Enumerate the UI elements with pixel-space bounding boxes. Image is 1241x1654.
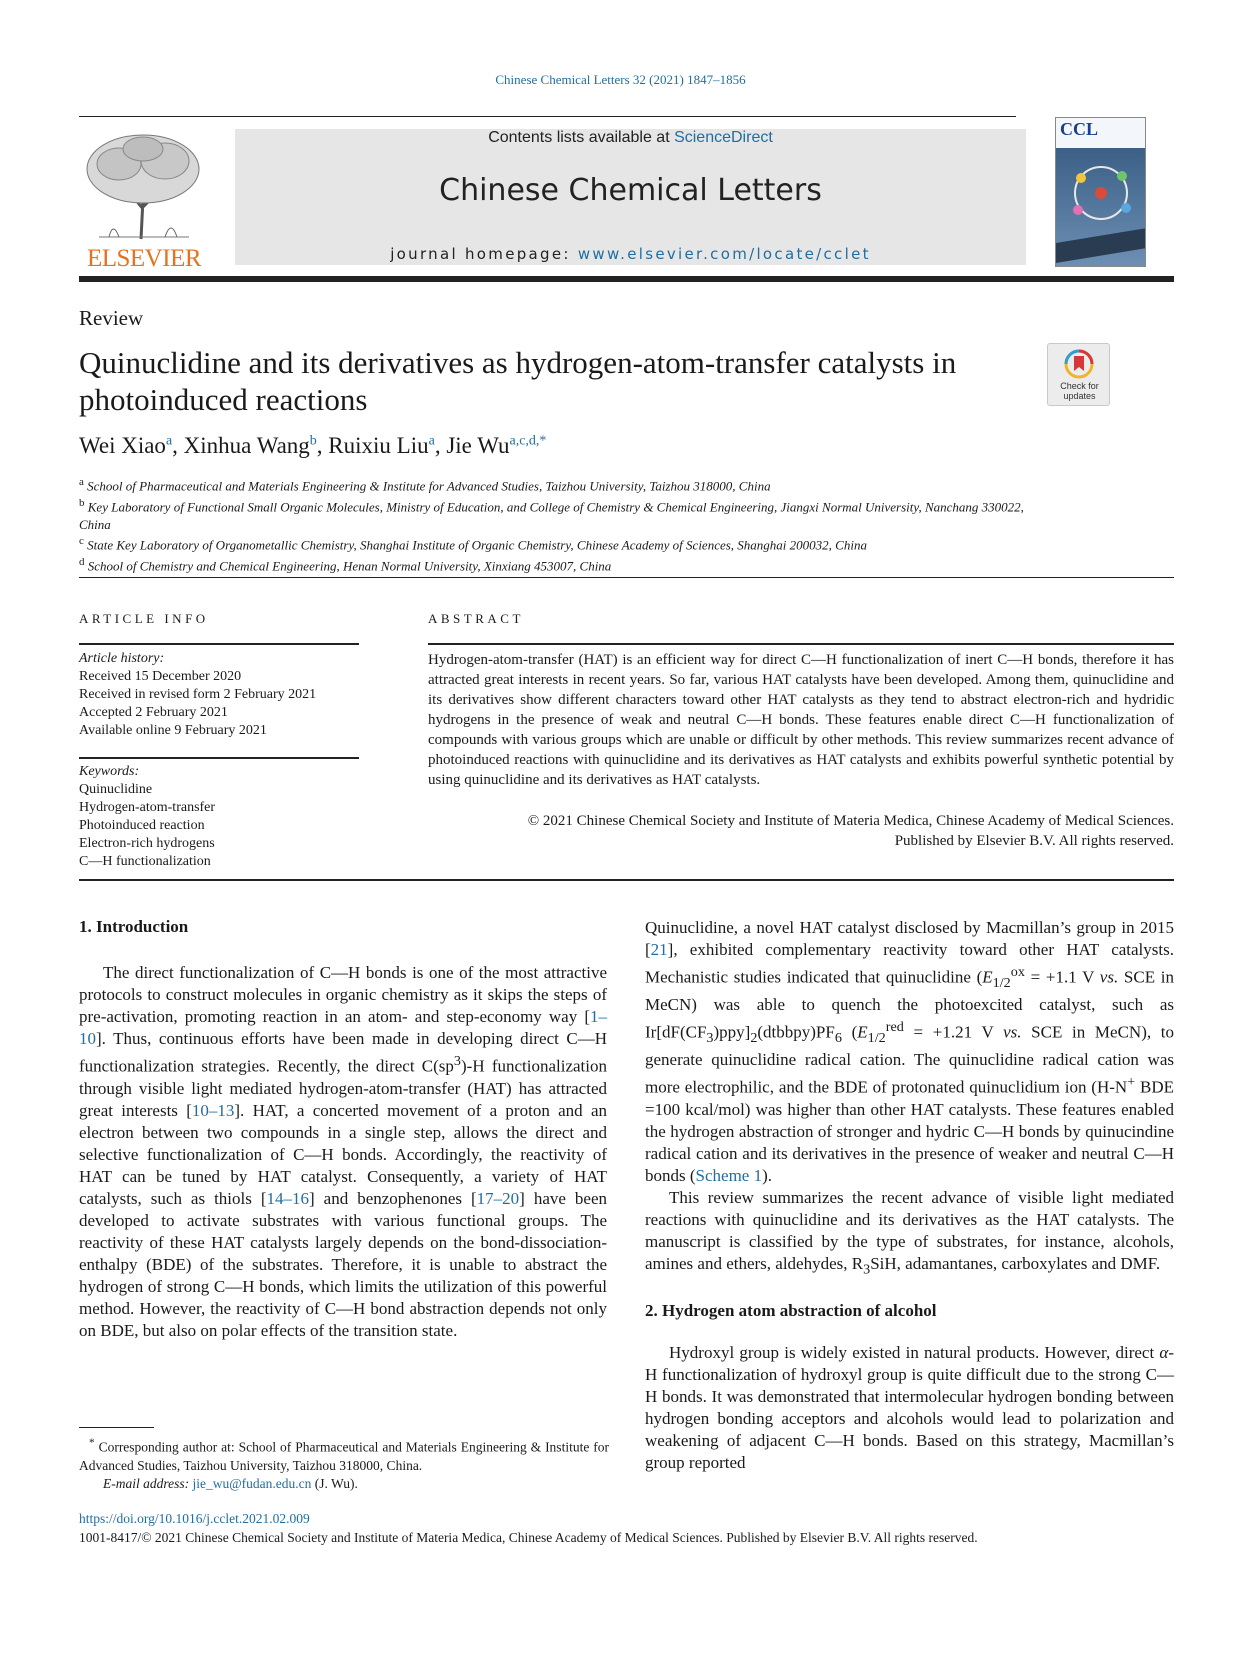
affiliations — [79, 474, 1039, 575]
sciencedirect-link[interactable]: ScienceDirect — [674, 129, 773, 146]
superscript: + — [1127, 1074, 1136, 1091]
affiliation-text: School of Chemistry and Chemical Engineering, Henan Normal University, Xinxiang 453007, China — [87, 558, 612, 574]
title-bottom-rule — [79, 577, 1174, 578]
affiliation-mark: a — [79, 476, 84, 488]
homepage-prefix: journal homepage: — [390, 245, 578, 263]
text-run: (dtbbpy)PF — [757, 1022, 835, 1042]
superscript: red — [885, 1019, 904, 1036]
contents-prefix: Contents lists available at — [488, 129, 675, 146]
right-paragraph-2 — [645, 1187, 1174, 1280]
author-affiliation-mark[interactable]: a — [165, 433, 173, 449]
alcohol-paragraph — [645, 1342, 1174, 1474]
section-heading-introduction: 1. Introduction — [79, 917, 189, 936]
journal-reference[interactable]: Chinese Chemical Letters 32 (2021) 1847–1856 — [495, 72, 746, 87]
subscript: 1/2 — [992, 975, 1011, 992]
author-affiliation-mark[interactable]: b — [309, 433, 317, 449]
author-name[interactable]: Ruixiu Liu — [328, 433, 429, 458]
text-run: This review summarizes the recent advance of visible light mediated reactions with quinuclidine and its derivatives as the HAT catalysts. The manuscript is classified by the type of substrates, for instance, alcohols, amines and ethers, aldehydes, R — [645, 1187, 1174, 1273]
abstract-bottom-rule — [79, 879, 1174, 881]
text-run: = +1.21 V — [903, 1022, 1004, 1042]
info-rule — [79, 643, 359, 645]
history-item: Received 15 December 2020 — [79, 669, 242, 684]
left-column — [79, 962, 607, 1342]
text-run: The direct functionalization of C—H bonds is one of the most attractive protocols to construct molecules in organic chemistry as it skips the steps of pre-activation, promoting reaction in an atom- and step-economy way [ — [79, 963, 607, 1026]
homepage-link[interactable]: www.elsevier.com/locate/cclet — [577, 245, 871, 263]
affiliation-mark: c — [79, 535, 84, 548]
keywords — [79, 763, 215, 871]
text-run: BDE =100 kcal/mol) was higher than other HAT catalysts. These features enabled the hydrogen abstraction of stronger and hydric C—H bonds by quinucindine radical cation and its derivatives in the presence of weaker and neutral C—H bonds ( — [645, 1077, 1174, 1185]
doi-url[interactable]: https://doi.org/10.1016/j.cclet.2021.02.009 — [79, 1511, 310, 1526]
header-top-rule — [79, 116, 1016, 117]
author-name[interactable]: Wei Xiao — [79, 433, 166, 458]
keyword: Photoinduced reaction — [79, 818, 205, 833]
affiliation — [79, 495, 1039, 533]
email-label: E-mail address: — [103, 1475, 193, 1491]
math-symbol: E — [857, 1022, 868, 1042]
author-name[interactable]: Xinhua Wang — [183, 433, 310, 458]
text-run: = +1.1 V — [1024, 967, 1100, 987]
affiliation-mark: d — [79, 555, 85, 568]
issn-copyright-line: 1001-8417/© 2021 Chinese Chemical Society and Institute of Materia Medica, Chinese Academy of Medical Sciences. Published by Elsevier B.V. All rights reserved. — [79, 1530, 978, 1545]
history-label: Article history: — [79, 651, 165, 666]
text-run: SCE in MeCN) was able to quench the photoexcited catalyst, such as Ir[dF(CF — [645, 967, 1175, 1042]
check-for-updates-button[interactable] — [1047, 343, 1110, 406]
journal-banner — [235, 129, 1026, 265]
greek-alpha: α — [1159, 1343, 1169, 1363]
text-run: Corresponding author at: School of Pharmaceutical and Materials Engineering & Institute for Advanced Studies, Taizhou University, Taizhou 318000, China. — [79, 1439, 609, 1473]
author-name[interactable]: Jie Wu — [446, 433, 510, 458]
text-run: (J. Wu). — [311, 1475, 358, 1491]
scheme-link[interactable]: Scheme 1 — [695, 1165, 763, 1185]
reference-link[interactable]: 21 — [650, 940, 668, 959]
text-run: SiH, adamantanes, carboxylates and DMF. — [870, 1253, 1161, 1273]
elsevier-logo[interactable] — [79, 129, 209, 271]
email-link[interactable]: jie_wu@fudan.edu.cn — [192, 1475, 312, 1491]
affiliation-mark: b — [79, 496, 85, 509]
bookmark-ribbon-icon — [1064, 349, 1094, 379]
text-run: )-H functionalization through visible light mediated hydrogen-atom-transfer (HAT) has attracted great interests [ — [79, 1056, 608, 1120]
subscript: 3 — [706, 1030, 714, 1047]
superscript: 3 — [453, 1053, 461, 1069]
header-thick-rule — [79, 276, 1174, 282]
article-history — [79, 650, 316, 740]
text-run: ]. HAT, a concerted movement of a proton and an electron between two compounds in a single step, allows the direct and selective functionalization of C—H bonds. Accordingly, the reactivity of HAT can be tuned by HAT catalyst. Consequently, a variety of HAT catalysts, such as thiols [ — [79, 1100, 607, 1208]
author-affiliation-mark[interactable]: a — [428, 433, 435, 449]
corresponding-author-footnote — [79, 1434, 609, 1493]
keyword: Quinuclidine — [79, 782, 153, 797]
text-run: ). — [762, 1165, 773, 1185]
text-run: ]. Thus, continuous efforts have been made in developing direct C—H functionalization strategies. Recently, the direct C(sp — [79, 1029, 607, 1076]
paper-title: Quinuclidine and its derivatives as hydrogen-atom-transfer catalysts in photoinduced reactions — [79, 345, 957, 417]
reference-link[interactable]: 14–16 — [266, 1188, 310, 1208]
homepage-line — [235, 245, 1026, 263]
history-item: Received in revised form 2 February 2021 — [79, 687, 317, 702]
doi-link[interactable] — [79, 1511, 310, 1527]
contents-line — [235, 129, 1026, 147]
affiliation — [79, 554, 1039, 575]
check-for-updates-label: Check for updates — [1060, 381, 1099, 401]
italic-text: vs. — [1099, 967, 1119, 987]
cover-art-icon — [1056, 148, 1146, 267]
subscript: 2 — [750, 1030, 758, 1047]
elsevier-tree-icon — [79, 129, 209, 241]
author-affiliation-mark[interactable]: a,c,d,* — [509, 433, 547, 449]
right-column — [645, 917, 1174, 1474]
intro-paragraph — [79, 962, 607, 1342]
affiliation — [79, 533, 1039, 554]
keywords-label: Keywords: — [79, 764, 140, 779]
cover-title: CCL — [1060, 119, 1099, 139]
author-list: Wei Xiao$^a$, Xinhua Wang$^b$, Ruixiu Liu$^a$, Jie $Wu^{a,c,d,*}$ — [79, 433, 547, 458]
history-item: Available online 9 February 2021 — [79, 723, 267, 738]
article-info-caption: ARTICLE INFO — [79, 611, 209, 626]
affiliation-text: School of Pharmaceutical and Materials Engineering & Institute for Advanced Studies, Taizhou University, Taizhou 318000, China — [87, 478, 771, 494]
keywords-rule — [79, 757, 359, 759]
keyword: Hydrogen-atom-transfer — [79, 800, 216, 815]
affiliation — [79, 474, 1039, 495]
journal-cover-image[interactable] — [1055, 117, 1146, 267]
copyright-line: Published by Elsevier B.V. All rights reserved. — [894, 833, 1174, 849]
text-run: SCE in MeCN), to generate quinuclidine radical cation. The quinuclidine radical cation was more electrophilic, and the BDE of protonated quinuclidium ion (H-N — [645, 1022, 1174, 1097]
subscript: 3 — [863, 1261, 871, 1278]
text-run: -H functionalization of hydroxyl group is quite difficult due to the strong C—H bonds. It was demonstrated that intermolecular hydrogen bonding between hydrogen bonding acceptors and alcohols would lead to polarization and weakening of adjacent C—H bonds. Based on this strategy, Macmillan’s group reported — [645, 1343, 1174, 1473]
elsevier-wordmark: ELSEVIER — [86, 245, 202, 272]
keyword: Electron-rich hydrogens — [79, 836, 215, 851]
right-paragraph-1 — [645, 917, 1174, 1187]
text-run: Quinuclidine, a novel HAT catalyst disclosed by Macmillan’s group in 2015 [ — [645, 918, 1174, 959]
footnote-star: * — [89, 1437, 95, 1449]
text-run: )ppy] — [713, 1022, 751, 1042]
journal-name: Chinese Chemical Letters — [439, 173, 822, 208]
abstract-rule — [428, 643, 1174, 645]
reference-link[interactable]: 17–20 — [476, 1188, 520, 1208]
abstract-copyright — [428, 811, 1174, 851]
text-run: ] have been developed to activate substrates with various functional groups. The reactivity of these HAT catalysts largely depends on the bond-dissociation-enthalpy (BDE) of the substrates. Therefore, it is unable to abstract the hydrogen of strong C—H bonds, which limits the utilization of this powerful method. However, the reactivity of C—H bond abstraction depends not only on BDE, but also on polar effects of the transition state. — [79, 1188, 607, 1340]
text-run: ] and benzophenones [ — [309, 1188, 477, 1208]
email-line — [79, 1475, 609, 1493]
text-run: Hydroxyl group is widely existed in natural products. However, direct — [669, 1343, 1160, 1363]
history-item: Accepted 2 February 2021 — [79, 705, 228, 720]
subscript: 6 — [834, 1030, 842, 1047]
article-type: Review — [79, 306, 144, 330]
reference-link[interactable]: 10–13 — [191, 1100, 235, 1120]
footnote-text — [79, 1434, 609, 1475]
subscript: 1/2 — [867, 1030, 886, 1047]
affiliation-text: State Key Laboratory of Organometallic Chemistry, Shanghai Institute of Organic Chemistry, Chinese Academy of Sciences, Shanghai 200032, China — [87, 537, 867, 553]
footnote-rule — [79, 1427, 154, 1428]
text-run: ], exhibited complementary reactivity toward other HAT catalysts. Mechanistic studies indicated that quinuclidine ( — [645, 940, 1174, 987]
italic-text: vs. — [1003, 1022, 1022, 1042]
affiliation-text: Key Laboratory of Functional Small Organic Molecules, Ministry of Education, and College of Chemistry & Chemical Engineering, Jiangxi Normal University, Nanchang 330022, China — [79, 499, 1024, 532]
copyright-line: © 2021 Chinese Chemical Society and Institute of Materia Medica, Chinese Academy of Medical Sciences. — [527, 813, 1174, 829]
superscript: ox — [1010, 964, 1025, 980]
section-heading-alcohol: 2. Hydrogen atom abstraction of alcohol — [645, 1301, 937, 1321]
math-symbol: E — [982, 967, 993, 987]
reference-link[interactable]: 1–10 — [79, 1007, 607, 1048]
text-run: ( — [841, 1022, 858, 1042]
abstract-text: Hydrogen-atom-transfer (HAT) is an efficient way for direct C—H functionalization of inert C—H bonds, therefore it has attracted great interests in recent years. So far, various HAT catalysts have been developed. Among them, quinuclidine and its derivatives show different characters toward other HAT catalysts as they tend to abstract electron-rich and hydridic hydrogens in the presence of weak and neutral C—H bonds. These features enable direct C—H functionalization of compounds with various groups which are unable or difficult by other methods. This review summarizes recent advance of photoinduced reactions with quinuclidine and its derivatives as HAT catalysts and exhibits powerful synthetic potential by using quinuclidine and its derivatives as HAT catalysts. — [428, 652, 1174, 788]
keyword: C—H functionalization — [79, 854, 211, 869]
abstract-caption: ABSTRACT — [428, 611, 524, 626]
